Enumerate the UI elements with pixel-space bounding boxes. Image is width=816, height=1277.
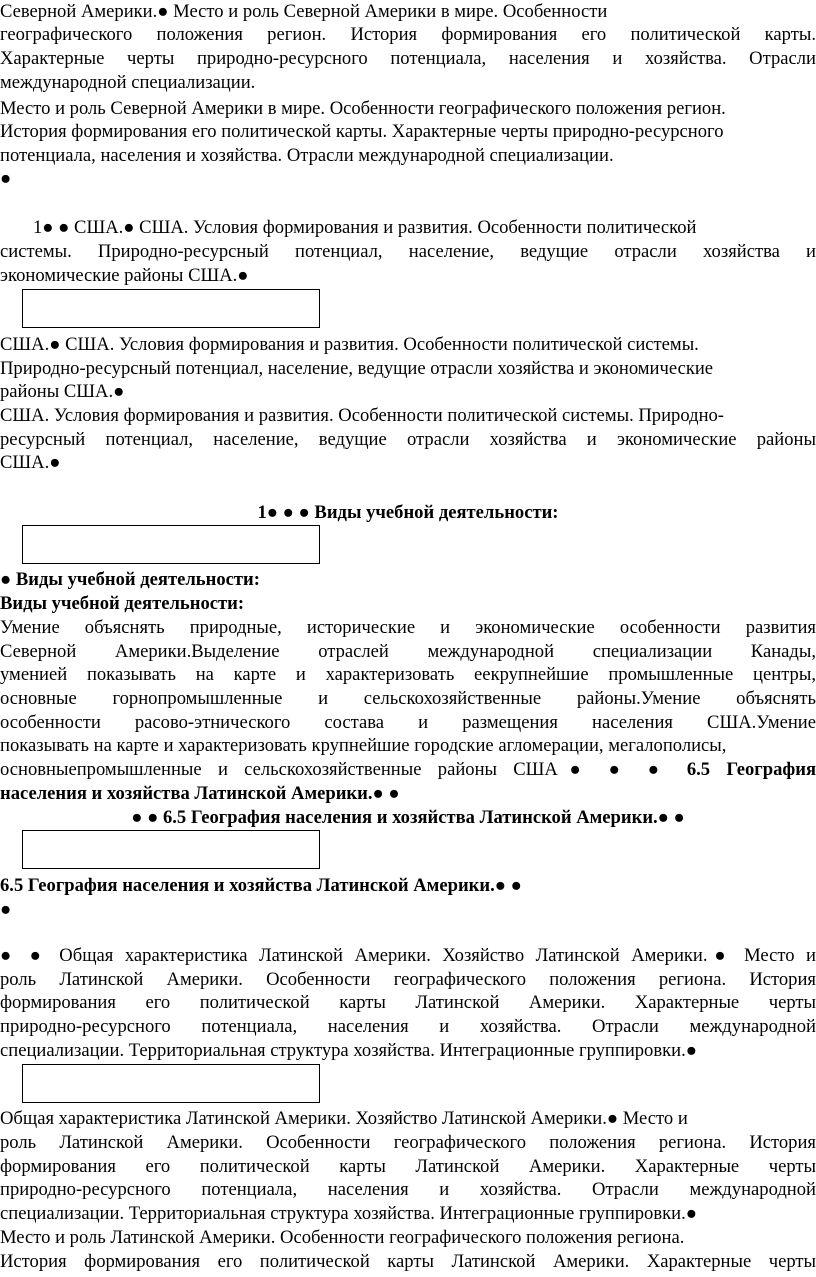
text-line: специализации. Территориальная структура хозяйства. Интеграционные группировки.● [0, 1203, 698, 1224]
section-heading: 1● ● ● Виды учебной деятельности: [257, 502, 559, 523]
text-line: роль Латинской Америки. Особенности географического положения региона. История [0, 1132, 816, 1153]
text-line: Место и роль Северной Америки в мире. Особенности географического положения регион. [0, 98, 726, 119]
empty-frame [22, 1064, 320, 1103]
text-run: основныепромышленные и сельскохозяйственные районы США● ● ● [0, 759, 687, 780]
text-line: географического положения регион. История формирования его политической карты. [0, 24, 816, 45]
section-heading-inline: 6.5 География [686, 759, 816, 780]
text-line: Умение объяснять природные, исторические и экономические особенности развития [0, 617, 816, 638]
text-line: экономические районы США.● [0, 265, 249, 286]
text-line: системы. Природно-ресурсный потенциал, население, ведущие отрасли хозяйства и [0, 241, 816, 262]
text-line: История формирования его политической карты Латинской Америки. Характерные черты [0, 1251, 816, 1272]
text-line: ● ● Общая характеристика Латинской Америки. Хозяйство Латинской Америки.● Место и [0, 945, 816, 966]
text-line: роль Латинской Америки. Особенности географического положения региона. История [0, 969, 816, 990]
text-line: История формирования его политической карты. Характерные черты природно-ресурсного [0, 121, 724, 142]
text-line: Природно-ресурсный потенциал, население, ведущие отрасли хозяйства и экономические [0, 358, 714, 379]
text-line: показывать на карте и характеризовать крупнейшие городские агломерации, мегалополисы, [0, 735, 727, 756]
text-line: формирования его политической карты Латинской Америки. Характерные черты [0, 1156, 816, 1177]
text-line: 1● ● США.● США. Условия формирования и развития. Особенности политической [33, 217, 697, 238]
bullet: ● [0, 899, 12, 920]
text-line [0, 758, 816, 781]
section-heading: ● Виды учебной деятельности: [0, 569, 260, 590]
text-line: природно-ресурсного потенциала, населения и хозяйства. Отрасли международной [0, 1179, 816, 1200]
section-heading: ● ● 6.5 География населения и хозяйства Латинской Америки.● ● [131, 807, 685, 828]
text-line: Общая характеристика Латинской Америки. Хозяйство Латинской Америки.● Место и [0, 1108, 688, 1129]
text-line: особенности расово-этнического состава и размещения населения США.Умение [0, 712, 816, 733]
text-line: природно-ресурсного потенциала, населения и хозяйства. Отрасли международной [0, 1016, 816, 1037]
text-line: США. Условия формирования и развития. Особенности политической системы. Природно- [0, 405, 725, 426]
text-line: Характерные черты природно-ресурсного потенциала, населения и хозяйства. Отрасли [0, 48, 816, 69]
section-heading: 6.5 География населения и хозяйства Латинской Америки.● ● [0, 875, 522, 896]
empty-frame [22, 289, 320, 328]
text-line: Северной Америки.● Место и роль Северной Америки в мире. Особенности [0, 1, 608, 22]
text-line: Северной Америки.Выделение отраслей международной специализации Канады, [0, 641, 816, 662]
text-line: основные горнопромышленные и сельскохозяйственные районы.Умение объяснять [0, 688, 816, 709]
empty-frame [22, 830, 320, 869]
text-line: районы США.● [0, 381, 125, 402]
text-line: международной специализации. [0, 72, 256, 93]
text-line: США.● [0, 452, 61, 473]
text-line: потенциала, населения и хозяйства. Отрасли международной специализации. [0, 145, 614, 166]
section-heading: Виды учебной деятельности: [0, 593, 245, 614]
section-heading: населения и хозяйства Латинской Америки.● ● [0, 783, 400, 804]
empty-frame [22, 525, 320, 564]
text-line: Место и роль Латинской Америки. Особенности географического положения региона. [0, 1227, 685, 1248]
text-line: США.● США. Условия формирования и развития. Особенности политической системы. [0, 334, 699, 355]
text-line: ресурсный потенциал, население, ведущие отрасли хозяйства и экономические районы [0, 429, 816, 450]
text-line: формирования его политической карты Латинской Америки. Характерные черты [0, 992, 816, 1013]
bullet: ● [0, 168, 12, 189]
text-line: уменией показывать на карте и характеризовать еекрупнейшие промышленные центры, [0, 664, 816, 685]
text-line: специализации. Территориальная структура хозяйства. Интеграционные группировки.● [0, 1040, 698, 1061]
